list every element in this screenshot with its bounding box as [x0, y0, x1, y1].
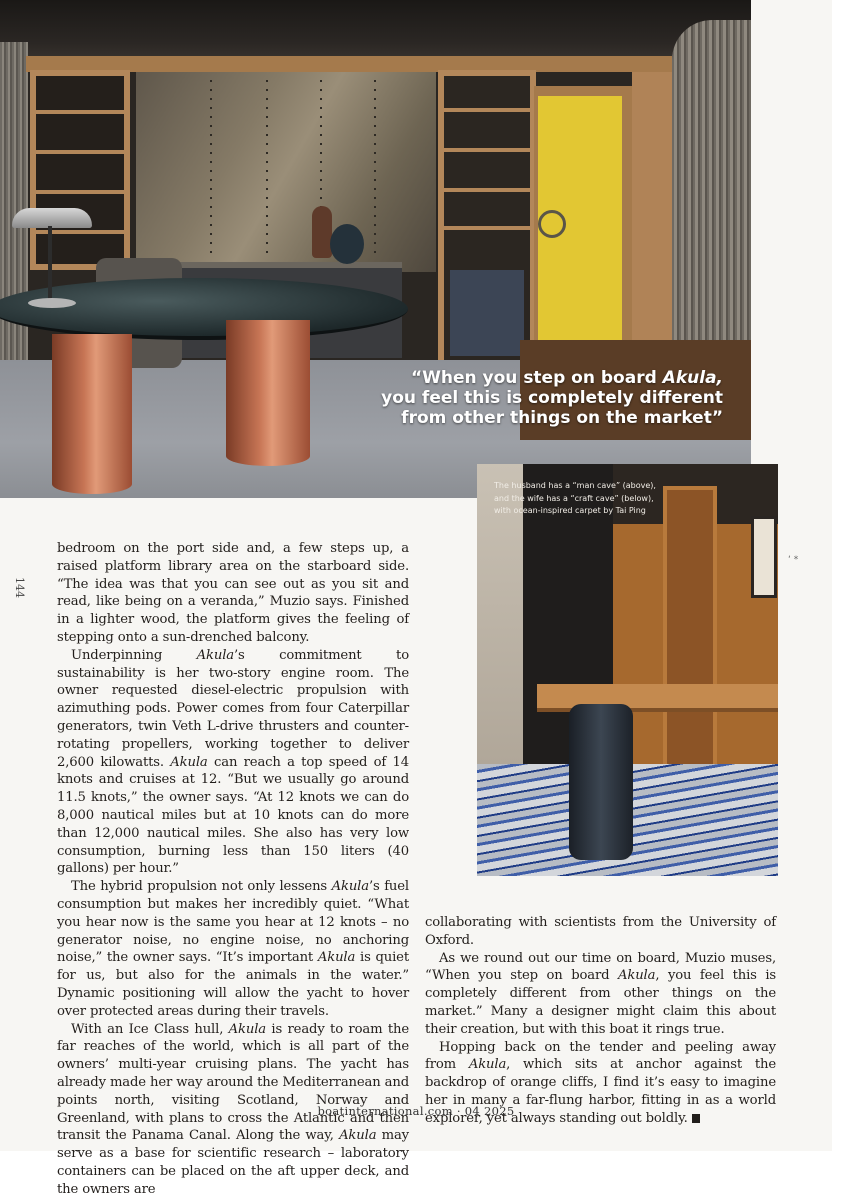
pull-quote-line-2: you feel this is completely different — [381, 388, 723, 408]
rivet-line — [210, 80, 212, 260]
framed-art — [751, 516, 777, 598]
hatch-wheel — [538, 210, 566, 238]
stray-mark: ‘ * — [788, 555, 799, 565]
desk-lamp — [12, 208, 92, 228]
bookshelf-center — [438, 70, 536, 366]
vase — [330, 224, 364, 264]
pull-quote-boat-name: Akula, — [662, 368, 723, 388]
man-cave-photo — [0, 0, 751, 498]
paragraph: With an Ice Class hull, Akula is ready to roam the far reaches of the world, which is all part of the owners’ multi-year cruising plans. The yacht has already made her way around the Mediterranean and points north, visiting Scotland, Norway and Greenland, with plans to cross the Atlantic and then transit the Panama Canal. Along the way, Akula may serve as a base for scientific research – laboratory containers can be placed on the aft upper deck, and the owners are — [57, 1021, 409, 1197]
riveted-metal-wall — [136, 72, 436, 272]
page-number: 144 — [13, 577, 26, 598]
oval-glass-desk — [0, 278, 408, 340]
drawer-unit — [450, 270, 524, 356]
rivet-line — [266, 80, 268, 260]
craft-shelf — [663, 486, 717, 786]
pull-quote-line-3: from other things on the market” — [401, 408, 723, 428]
copper-pedestal-right — [226, 320, 310, 466]
wood-panel — [632, 72, 672, 362]
paragraph: Underpinning Akula’s commitment to sustainability is her two-story engine room. The owner requested diesel-electric propulsion with azimuthing pods. Power comes from four Caterpillar generators, twin Veth L-drive thrusters and counter-rotating propellers, working together to deliver 2,600 kilowatts. Akula can reach a top speed of 14 knots and cruises at 12. “But we usually go around 11.5 knots,” the owner says. “At 12 knots we can do 8,000 nautical miles but at 10 knots can do more than 12,000 nautical miles. She also has very low consumption, burning less than 150 liters (40 gallons) per hour.” — [57, 647, 409, 877]
paragraph: bedroom on the port side and, a few steps up, a raised platform library area on the starboard side. “The idea was that you can see out as you sit and read, like being on a veranda,” Muzio says. Finished in a lighter wood, the platform gives the feeling of stepping onto a sun-drenched balcony. — [57, 541, 409, 645]
paragraph: The hybrid propulsion not only lessens Akula’s fuel consumption but makes her incredibly quiet. “What you hear now is the same you hear at 12 knots – no generator noise, no engine noise, no anchoring noise,” the owner says. “It’s important Akula is quiet for us, but also for the animals in the water.” Dynamic positioning will allow the yacht to hover over protected areas during their travels. — [57, 879, 409, 1019]
ceiling — [0, 0, 751, 62]
lamp-stem — [48, 226, 52, 304]
bookshelf-left — [30, 70, 130, 270]
paragraph: collaborating with scientists from the University of Oxford. — [425, 915, 776, 948]
rivet-line — [374, 80, 376, 260]
stone-desk-leg — [569, 704, 633, 860]
page-margin — [832, 0, 847, 1151]
sculpture — [312, 206, 332, 258]
lamp-base — [28, 298, 76, 308]
paragraph: Hopping back on the tender and peeling away from Akula, which sits at anchor against the backdrop of orange cliffs, I find it’s easy to imagine her in many a far-flung harbor, fitting in as a world explorer, yet always standing out boldly. — [425, 1039, 777, 1126]
copper-pedestal-left — [52, 334, 132, 494]
paragraph: As we round out our time on board, Muzio muses, “When you step on board Akula, you feel this is completely different from other things on the market.” Many a designer might claim this about their creation, but with this boat it rings true. — [425, 950, 776, 1037]
pull-quote-line-1: “When you step on board — [410, 368, 663, 388]
body-column-left — [57, 540, 409, 1198]
body-column-right — [425, 914, 776, 1128]
craft-cave-photo — [477, 464, 778, 876]
photo-caption: The husband has a “man cave” (above), and the wife has a “craft cave” (below), with ocean-inspired carpet by Tai Ping — [494, 481, 656, 515]
pull-quote — [343, 368, 723, 428]
page-footer: boatinternational.com · 04 2025 — [317, 1104, 515, 1118]
